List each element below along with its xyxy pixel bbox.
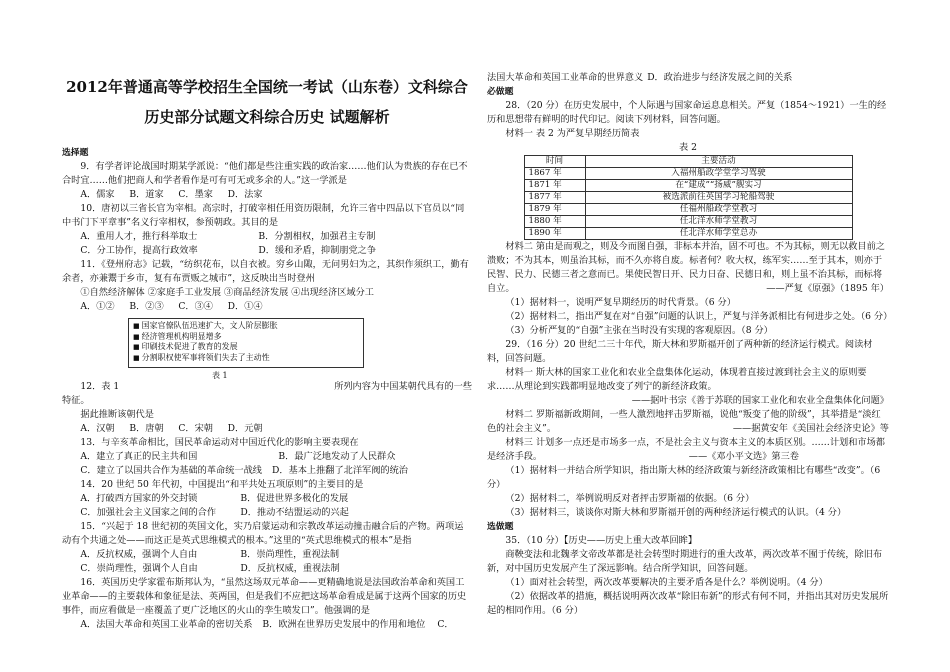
q28-material1: 材料一 表 2 为严复早期经历简表 xyxy=(505,128,640,139)
q16-option-c-text: 法国大革命和英国工业革命的世界意义 xyxy=(487,72,644,83)
q29-material2: 材料二 罗斯福新政期间，一些人激烈地抨击罗斯福，说他“叛变了他的阶级”，其举措是“淡红色的社会主义”。 xyxy=(487,409,881,434)
left-column xyxy=(62,0,472,632)
q15-stem: 15．“兴起于 18 世纪初的英国文化，实乃启蒙运动和宗教改革运动撞击融合后的产物。两项运动有个共通之处——而这正是英式思维模式的根本。”这里的“英式思维模式的根本”是指 xyxy=(62,521,464,546)
q16-stem: 16．英国历史学家霍布斯邦认为，“虽然这场双元革命——更精确地说是法国政治革命和英国工业革命——的主要载体和象征是法、英两国，但是我们不应把这场革命看成是属于这两个国家的历史事件，而应看做是一座覆盖了更广泛地区的火山的孪生喷发口”。他强调的是 xyxy=(62,577,467,616)
table2 xyxy=(524,155,853,240)
q15-option-a: A．反抗权威，强调个人自由 xyxy=(80,549,198,560)
table-cell-activity: 任北洋水师学堂总办 xyxy=(585,228,852,240)
q15-option-c: C．崇尚理性，强调个人自由 xyxy=(80,563,198,574)
q10-option-b: B．分割相权，加强君主专制 xyxy=(258,231,376,242)
q29-sub2: （2）据材料二，举例说明反对者抨击罗斯福的依据。（6 分） xyxy=(505,493,755,504)
q16-options-row1 xyxy=(62,618,472,632)
q29-material1: 材料一 斯大林的国家工业化和农业全盘集体化运动，体现着直接过渡到社会主义的原则要求……从理论到实践都明显地改变了列宁的新经济政策。 xyxy=(487,367,867,392)
q35-body: 商鞅变法和北魏孝文帝改革都是社会转型时期进行的重大改革，两次改革不囿于传统，除旧布新，对中国历史发展产生了深远影响。结合所学知识，回答问题。 xyxy=(487,549,883,574)
q13-option-a: A．建立了真正的民主共和国 xyxy=(80,451,198,462)
q15-options-row1 xyxy=(62,548,472,562)
q16-option-c-cont xyxy=(487,71,889,85)
right-column xyxy=(487,0,893,618)
table1-box xyxy=(128,318,364,368)
q9-option-c: C．墨家 xyxy=(178,189,213,200)
page-title-line1: 2012年普通高等学校招生全国统一考试（山东卷）文科综合 xyxy=(66,78,468,96)
q11-option-a: A．①② xyxy=(80,301,115,312)
q29-sub3: （3）据材料三，谈谈你对斯大林和罗斯福开创的两种经济运行模式的认识。（4 分） xyxy=(505,507,847,518)
section-optional-heading: 选做题 xyxy=(487,522,514,532)
q28-sub2: （2）据材料二，指出严复在对“自强”问题的认识上，严复与洋务派相比有何进步之处。（6 分） xyxy=(505,311,893,322)
q11-option-b: B．②③ xyxy=(129,301,164,312)
q13-options-row1 xyxy=(62,450,472,464)
q11-stem: 11．《登州府志》记载，“纺织花布，以自衣被。穷乡山陬，无问男妇为之，其织作须织工，勤有余者，亦兼鬻于乡市，复有布贾贩之城市”，这反映出当时登州 xyxy=(62,259,469,284)
q16-option-b: B．欧洲在世界历史发展中的作用和地位 xyxy=(262,619,426,630)
q29-material2-source: ——据黄安年《美国社会经济史论》等 xyxy=(732,423,889,434)
q16-option-d: D．政治进步与经济发展之间的关系 xyxy=(647,72,793,83)
table-cell-year: 1879 年 xyxy=(524,204,585,216)
table-row xyxy=(524,216,852,228)
section-choice-heading: 选择题 xyxy=(62,148,89,158)
q35-sub2: （2）依据改革的措施，概括说明两次改革“除旧布新”的形式有何不同，并指出其对历史发展所起的相同作用。（6 分） xyxy=(487,591,889,616)
q12-option-d: D．元朝 xyxy=(227,423,263,434)
q28-material2: 材料二 第由是而观之，则及今而图自强，非标本并治，固不可也。不为其标，则无以救目前之溃败；不为其本，则虽治其标，而不久亦将自废。标者何？收大权，练军实……至于其本，则亦于民智、民力、民德三者之意而已。果使民智日开、民力日奋、民德日和，则上虽不治其标，而标将自立。 xyxy=(487,241,885,294)
page-title-line2: 历史部分试题文科综合历史 试题解析 xyxy=(144,108,390,126)
q15-option-b: B．崇尚理性，重视法制 xyxy=(240,549,340,560)
q12-stem-cont: 特征。 xyxy=(62,395,90,406)
q16-option-c: C． xyxy=(437,619,454,630)
q29-material3: 材料三 计划多一点还是市场多一点，不是社会主义与资本主义的本质区别。……计划和市场都是经济手段。 xyxy=(487,437,885,462)
table-cell-activity: 任福州船政学堂教习 xyxy=(585,204,852,216)
table-cell-year: 1877 年 xyxy=(524,192,585,204)
table-header-cell: 时间 xyxy=(524,156,585,168)
q12-ask: 据此推断该朝代是 xyxy=(80,409,154,420)
q10-stem: 10．唐初以三省长官为宰相。高宗时，打破宰相任用资历限制，允许三省中四品以下官员以“同中书门下平章事”名义行宰相权，参预朝政。其目的是 xyxy=(62,203,465,228)
table-cell-year: 1880 年 xyxy=(524,216,585,228)
q13-option-d: D．基本上推翻了北洋军阀的统治 xyxy=(271,465,408,476)
q14-options-row2 xyxy=(62,506,472,520)
table-row xyxy=(524,228,852,240)
q10-options-row1 xyxy=(62,230,472,244)
table-row xyxy=(524,204,852,216)
table-row xyxy=(524,180,852,192)
q14-option-a: A．打破西方国家的外交封锁 xyxy=(80,493,198,504)
q11-options xyxy=(62,300,472,314)
q12-stem-right: 所列内容为中国某朝代具有的一些 xyxy=(334,381,472,392)
table-cell-activity: 在“建成”“扬威”舰实习 xyxy=(585,180,852,192)
q35-stem: 35．（10 分）【历史——历史上重大改革回眸】 xyxy=(505,535,698,546)
q9-options xyxy=(62,188,472,202)
table1-item: ■ 国家官僚队伍迅速扩大，文人阶层膨胀 xyxy=(133,321,359,332)
table2-caption: 表 2 xyxy=(679,142,697,153)
table-row xyxy=(524,168,852,180)
q35-sub1: （1）面对社会转型，两次改革要解决的主要矛盾各是什么？举例说明。（4 分） xyxy=(505,577,828,588)
q12-option-b: B．唐朝 xyxy=(129,423,164,434)
q14-option-c: C．加强社会主义国家之间的合作 xyxy=(80,507,217,518)
q11-option-c: C．③④ xyxy=(178,301,213,312)
table-cell-activity: 任北洋水师学堂教习 xyxy=(585,216,852,228)
q29-material3-source: ——《邓小平文选》第三卷 xyxy=(688,451,799,462)
q13-stem: 13．与辛亥革命相比，国民革命运动对中国近代化的影响主要表现在 xyxy=(80,437,359,448)
q13-options-row2 xyxy=(62,464,472,478)
table-cell-activity: 入福州船政学堂学习驾驶 xyxy=(585,168,852,180)
q9-option-b: B．道家 xyxy=(129,189,164,200)
q28-stem: 28．（20 分）在历史发展中，个人际遇与国家命运息息相关。严复（1854～1921）一生的经历和思想带有鲜明的时代印记。阅读下列材料，回答问题。 xyxy=(487,100,887,125)
q28-material2-source: ——严复《原强》（1895 年） xyxy=(766,283,889,294)
q29-sub1: （1）据材料一并结合所学知识，指出斯大林的经济政策与新经济政策相比有哪些“改变”。（6 分） xyxy=(487,465,881,490)
q29-material1-source: ——据叶书宗《善于苏联的国家工业化和农业全盘集体化问题》 xyxy=(631,395,889,406)
q16-option-a: A．法国大革命和英国工业革命的密切关系 xyxy=(80,619,253,630)
q13-option-b: B．最广泛地发动了人民群众 xyxy=(278,451,396,462)
q12-stem-left: 12．表 1 xyxy=(80,381,120,392)
q28-sub1: （1）据材料一，说明严复早期经历的时代背景。（6 分） xyxy=(505,297,736,308)
q10-option-d: D．缓和矛盾，抑制朋党之争 xyxy=(258,245,377,256)
q29-stem: 29．（16 分）20 世纪二三十年代，斯大林和罗斯福开创了两种新的经济运行模式。阅读材料，回答问题。 xyxy=(487,339,873,364)
table-row xyxy=(524,192,852,204)
table-cell-year: 1867 年 xyxy=(524,168,585,180)
table-header-row xyxy=(524,156,852,168)
q10-options-row2 xyxy=(62,244,472,258)
table1-caption: 表 1 xyxy=(212,371,228,380)
section-required-heading: 必做题 xyxy=(487,87,514,97)
q12-option-a: A．汉朝 xyxy=(80,423,115,434)
q9-stem: 9．有学者评论战国时期某学派说：“他们都是些注重实践的政治家……他们认为贵族的存在已不合时宜……他们把商人和学者看作是可有可无或多余的人。”这一学派是 xyxy=(62,161,468,186)
q10-option-a: A．重用人才，推行科举取士 xyxy=(80,231,198,242)
table1-item: ■ 分割职权使军事将领们失去了主动性 xyxy=(133,353,359,364)
q14-option-b: B．促进世界多极化的发展 xyxy=(240,493,349,504)
q14-stem: 14．20 世纪 50 年代初，中国提出“和平共处五项原则”的主要目的是 xyxy=(80,479,364,490)
q15-options-row2 xyxy=(62,562,472,576)
q12-stem xyxy=(62,380,472,394)
q9-option-a: A．儒家 xyxy=(80,189,115,200)
q14-option-d: D．推动不结盟运动的兴起 xyxy=(240,507,349,518)
q10-option-c: C．分工协作，提高行政效率 xyxy=(80,245,198,256)
q12-options xyxy=(62,422,472,436)
q11-option-d: D．①④ xyxy=(227,301,263,312)
table1-item: ■ 印刷技术促进了教育的发展 xyxy=(133,342,359,353)
q11-items: ①自然经济解体 ②家庭手工业发展 ③商品经济发展 ④出现经济区域分工 xyxy=(80,287,374,298)
table-header-cell: 主要活动 xyxy=(585,156,852,168)
q14-options-row1 xyxy=(62,492,472,506)
table-cell-year: 1890 年 xyxy=(524,228,585,240)
q12-option-c: C．宋朝 xyxy=(178,423,213,434)
table1-item: ■ 经济管理机构明显增多 xyxy=(133,332,359,343)
table-cell-year: 1871 年 xyxy=(524,180,585,192)
q13-option-c: C．建立了以国共合作为基础的革命统一战线 xyxy=(80,465,262,476)
q9-option-d: D．法家 xyxy=(227,189,263,200)
table-cell-activity: 被选派前往英国学习轮船驾驶 xyxy=(585,192,852,204)
table1-box-wrap xyxy=(62,318,472,380)
q28-sub3: （3）分析严复的“自强”主张在当时没有实现的客观原因。（8 分） xyxy=(505,325,773,336)
q15-option-d: D．反抗权威，重视法制 xyxy=(240,563,340,574)
